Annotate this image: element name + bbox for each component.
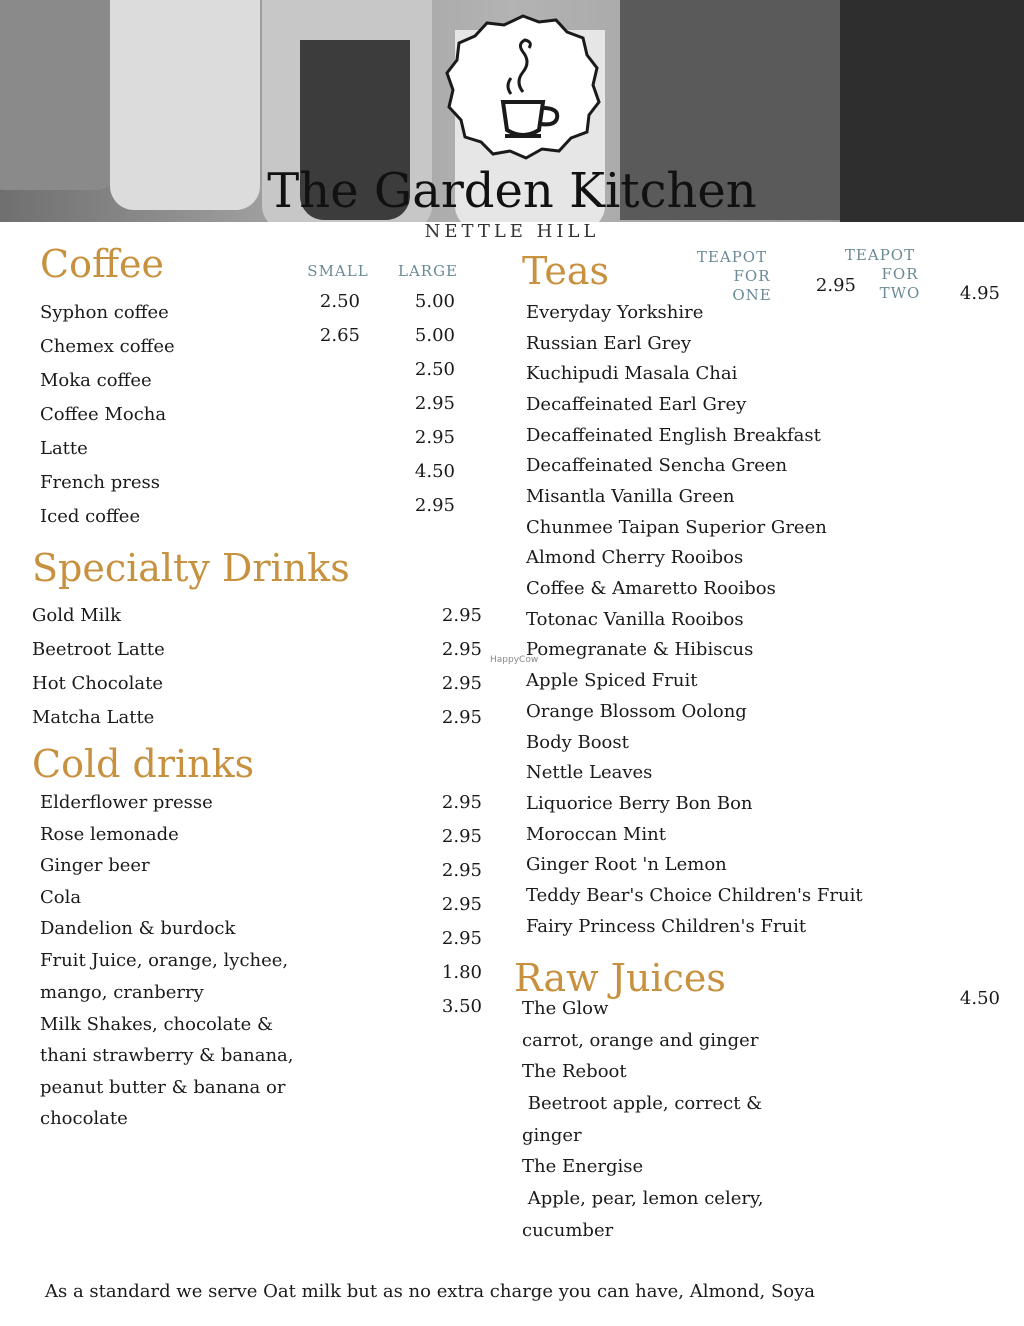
menu-item-name: Chemex coffee bbox=[40, 336, 175, 357]
cold-heading: Cold drinks bbox=[32, 742, 255, 786]
menu-item-line: Rose lemonade bbox=[40, 824, 179, 845]
menu-item-name: Chunmee Taipan Superior Green bbox=[526, 517, 827, 538]
restaurant-title: The Garden Kitchen bbox=[267, 163, 757, 219]
coffee-col-small: SMALL bbox=[307, 262, 369, 280]
menu-item-line: thani strawberry & banana, bbox=[40, 1045, 294, 1066]
teapot-two-price: 4.95 bbox=[959, 283, 1000, 304]
price-large: 4.50 bbox=[414, 461, 455, 482]
price-large: 2.95 bbox=[414, 393, 455, 414]
menu-item-name: Coffee & Amaretto Rooibos bbox=[526, 578, 776, 599]
menu-item-line: chocolate bbox=[40, 1108, 128, 1129]
price-large: 5.00 bbox=[414, 291, 455, 312]
menu-item-name: Pomegranate & Hibiscus bbox=[526, 639, 754, 660]
menu-item-line: Elderflower presse bbox=[40, 792, 213, 813]
menu-item-name: Latte bbox=[40, 438, 88, 459]
glass-shape bbox=[0, 0, 120, 190]
menu-item-name: Iced coffee bbox=[40, 506, 141, 527]
menu-item-name: Syphon coffee bbox=[40, 302, 169, 323]
menu-item-line: ginger bbox=[522, 1125, 582, 1146]
footer-note: As a standard we serve Oat milk but as no extra charge you can have, Almond, Soya bbox=[45, 1281, 816, 1302]
menu-item-price: 2.95 bbox=[441, 826, 482, 847]
menu-item-price: 3.50 bbox=[441, 996, 482, 1017]
coffee-cup-icon bbox=[443, 12, 603, 162]
menu-item-name: Moroccan Mint bbox=[526, 824, 666, 845]
menu-item-name: Teddy Bear's Choice Children's Fruit bbox=[526, 885, 863, 906]
menu-item-name: Liquorice Berry Bon Bon bbox=[526, 793, 753, 814]
menu-item-price: 2.95 bbox=[441, 860, 482, 881]
teapot-two-header: TEAPOT FOR TWO bbox=[844, 246, 921, 302]
menu-item-name: Ginger Root 'n Lemon bbox=[526, 854, 727, 875]
menu-item-line: The Reboot bbox=[522, 1061, 627, 1082]
specialty-heading: Specialty Drinks bbox=[32, 546, 350, 590]
menu-item-name: Russian Earl Grey bbox=[526, 333, 692, 354]
teapot-one-price: 2.95 bbox=[815, 275, 856, 296]
menu-item-price: 2.95 bbox=[441, 639, 482, 660]
price-large: 2.50 bbox=[414, 359, 455, 380]
menu-item-name: Coffee Mocha bbox=[40, 404, 167, 425]
menu-item-name: Apple Spiced Fruit bbox=[526, 670, 698, 691]
menu-item-price: 2.95 bbox=[441, 894, 482, 915]
menu-item-line: Milk Shakes, chocolate & bbox=[40, 1014, 274, 1035]
menu-item-line: Cola bbox=[40, 887, 82, 908]
menu-item-price: 2.95 bbox=[441, 605, 482, 626]
menu-item-line: peanut butter & banana or bbox=[40, 1077, 286, 1098]
logo-badge bbox=[443, 12, 603, 162]
price-small: 2.50 bbox=[319, 291, 360, 312]
menu-item-price: 2.95 bbox=[441, 673, 482, 694]
menu-item-name: Beetroot Latte bbox=[32, 639, 165, 660]
menu-item-name: Gold Milk bbox=[32, 605, 122, 626]
menu-item-line: Ginger beer bbox=[40, 855, 150, 876]
teapot-one-header: TEAPOT FOR ONE bbox=[696, 248, 772, 304]
price-large: 2.95 bbox=[414, 427, 455, 448]
coffee-col-large: LARGE bbox=[397, 262, 459, 280]
menu-item-line: mango, cranberry bbox=[40, 982, 204, 1003]
menu-item-name: Almond Cherry Rooibos bbox=[526, 547, 744, 568]
menu-item-name: Decaffeinated Earl Grey bbox=[526, 394, 747, 415]
menu-item-line: The Glow bbox=[522, 998, 609, 1019]
menu-item-price: 2.95 bbox=[441, 928, 482, 949]
menu-item-name: Totonac Vanilla Rooibos bbox=[526, 609, 744, 630]
watermark: HappyCow bbox=[490, 655, 539, 665]
menu-item-name: Nettle Leaves bbox=[526, 762, 653, 783]
menu-item-price: 2.95 bbox=[441, 792, 482, 813]
menu-item-line: carrot, orange and ginger bbox=[522, 1030, 759, 1051]
menu-item-name: French press bbox=[40, 472, 160, 493]
menu-item-line: Apple, pear, lemon celery, bbox=[522, 1188, 764, 1209]
menu-item-name: Kuchipudi Masala Chai bbox=[526, 363, 738, 384]
menu-item-name: Fairy Princess Children's Fruit bbox=[526, 916, 807, 937]
menu-item-name: Orange Blossom Oolong bbox=[526, 701, 747, 722]
menu-item-line: cucumber bbox=[522, 1220, 614, 1241]
menu-item-name: Everyday Yorkshire bbox=[526, 302, 704, 323]
price-large: 2.95 bbox=[414, 495, 455, 516]
juice-price: 4.50 bbox=[959, 988, 1000, 1009]
menu-item-line: Dandelion & burdock bbox=[40, 918, 236, 939]
menu-item-name: Body Boost bbox=[526, 732, 629, 753]
juices-heading: Raw Juices bbox=[514, 956, 726, 1000]
restaurant-subtitle: NETTLE HILL bbox=[424, 221, 600, 242]
price-small: 2.65 bbox=[319, 325, 360, 346]
coffee-heading: Coffee bbox=[40, 242, 164, 286]
price-large: 5.00 bbox=[414, 325, 455, 346]
menu-item-name: Decaffeinated English Breakfast bbox=[526, 425, 821, 446]
menu-item-name: Hot Chocolate bbox=[32, 673, 163, 694]
menu-item-line: Beetroot apple, correct & bbox=[522, 1093, 763, 1114]
menu-item-line: Fruit Juice, orange, lychee, bbox=[40, 950, 289, 971]
menu-item-line: The Energise bbox=[522, 1156, 644, 1177]
menu-item-name: Decaffeinated Sencha Green bbox=[526, 455, 788, 476]
menu-item-name: Misantla Vanilla Green bbox=[526, 486, 735, 507]
menu-item-price: 1.80 bbox=[441, 962, 482, 983]
menu-item-name: Moka coffee bbox=[40, 370, 152, 391]
teas-heading: Teas bbox=[522, 249, 610, 293]
menu-item-price: 2.95 bbox=[441, 707, 482, 728]
menu-item-name: Matcha Latte bbox=[32, 707, 155, 728]
